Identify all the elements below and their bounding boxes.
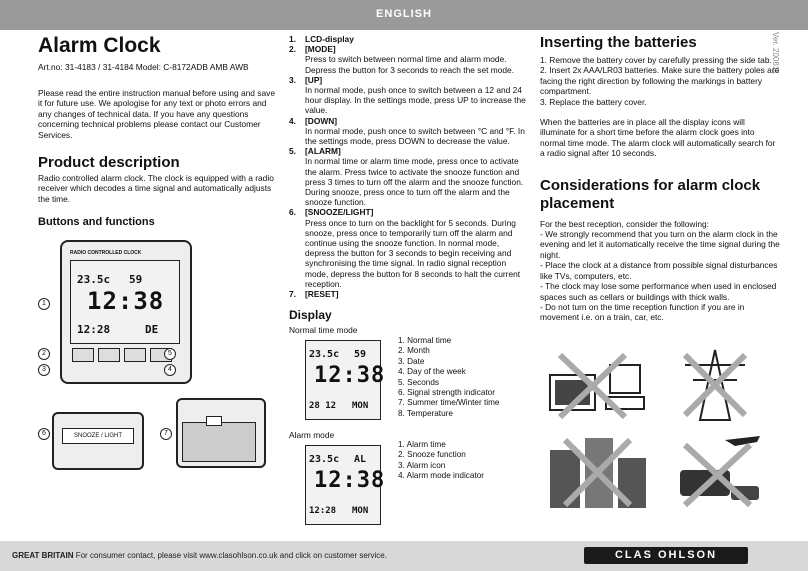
mode-button[interactable]	[72, 348, 94, 362]
normal-mode-legend	[398, 336, 499, 419]
product-heading: Product description	[38, 154, 180, 172]
placement-point: - Do not turn on the time reception function if you are in movement i.e. on a train, car, etc.	[540, 301, 745, 323]
language-label: ENGLISH	[376, 8, 432, 20]
left-column	[38, 34, 278, 228]
buttons-heading: Buttons and functions	[38, 216, 155, 229]
normal-lcd-seconds: 59	[354, 349, 367, 360]
legend-item: 5. Seconds	[398, 377, 439, 387]
alarm-mode-label: Alarm mode	[289, 430, 335, 440]
normal-lcd-day: MON	[352, 401, 369, 411]
placement-point: - We strongly recommend that you turn on the alarm clock in the evening and let it automatically receive the time signal during the night.	[540, 229, 780, 260]
placement-heading: Considerations for alarm clock placement	[540, 176, 761, 212]
function-item-4: 4. [DOWN] In normal mode, push once to switch between °C and °F. In the settings mode, press DOWN to decrease the value.	[289, 115, 525, 147]
lcd-bottom-time: 12:28	[77, 323, 111, 336]
lcd-temp: 23.5c	[77, 273, 111, 286]
lcd-day: DE	[145, 323, 159, 336]
intro-text: Please read the entire instruction manual before using and save it for future use. We apologise for any text or photo errors and any changes of technical data. If you have any questions concerning technical problems please contact our Customer Services.	[38, 88, 275, 140]
legend-item: 6. Signal strength indicator	[398, 388, 495, 398]
product-text: Radio controlled alarm clock. The clock is equipped with a radio receiver which decodes a time signal and automatically adjusts the time.	[38, 173, 274, 204]
footer-contact: For consumer contact, please visit www.clasohlson.co.uk and click on customer service.	[75, 551, 387, 560]
brand-logo: CLAS OHLSON	[584, 547, 748, 564]
article-number: Art.no: 31-4183 / 31-4184 Model: C-8172ADB AMB AWB	[38, 62, 249, 72]
callout-2: 2	[38, 348, 50, 360]
callout-7: 7	[160, 428, 172, 440]
normal-mode-label: Normal time mode	[289, 325, 358, 335]
alarm-lcd-date: 12:28	[309, 506, 337, 516]
normal-mode-lcd	[305, 340, 386, 420]
function-item-6: 6. [SNOOZE/LIGHT] Press once to turn on the backlight for 5 seconds. During snooze, press once to temporarily turn off the alarm and continue using the snooze function. In normal mode, depress the button for 3 seconds to begin receiving and synchronising the time signal. In radio signal reception mode, depress the button for 8 seconds to halt the current reception.	[289, 207, 521, 289]
placement-point: - Place the clock at a distance from possible signal disturbances like TVs, computers, etc.	[540, 260, 778, 281]
alarm-lcd-time: 12:38	[314, 468, 386, 493]
legend-item: 4. Day of the week	[398, 367, 466, 377]
function-item-1: 1. LCD-display	[289, 34, 354, 44]
page-title: Alarm Clock	[38, 34, 161, 57]
battery-compartment	[182, 422, 256, 462]
alarm-lcd-day: MON	[352, 506, 369, 516]
footer-bar	[0, 541, 808, 571]
batteries-note: When the batteries are in place all the display icons will illuminate for a short time before the alarm clock goes into normal time mode. The alarm clock will automatically search for a radio signal after 10 seconds.	[540, 117, 776, 159]
clock-lcd	[70, 260, 180, 344]
legend-item: 1. Normal time	[398, 336, 452, 345]
normal-lcd-temp: 23.5c	[309, 349, 340, 360]
function-item-3: 3. [UP] In normal mode, push once to switch between a 12 and 24 hour display. In the settings mode, press UP to increase the value.	[289, 74, 526, 116]
vehicles-illustration	[665, 430, 765, 510]
placement-point: - The clock may lose some performance when used in enclosed spaces such as cellars or buildings with thick walls.	[540, 281, 777, 302]
function-item-7: 7. [RESET]	[289, 289, 339, 300]
callout-5: 5	[164, 348, 176, 360]
legend-item: 4. Alarm mode indicator	[398, 471, 485, 481]
right-column	[540, 34, 780, 323]
buildings-illustration	[540, 430, 655, 510]
battery-step: 1. Remove the battery cover by carefully pressing the side tab.	[540, 55, 772, 65]
functions-list	[289, 34, 529, 299]
header-bar	[0, 0, 808, 30]
battery-step: 2. Insert 2x AAA/LR03 batteries. Make sure the battery poles are facing the right direction by following the markings in battery compartment.	[540, 65, 780, 97]
placement-intro: For the best reception, consider the following:	[540, 218, 709, 229]
legend-item: 2. Snooze function	[398, 450, 466, 460]
battery-step: 3. Replace the battery cover.	[540, 96, 647, 107]
power-line-illustration	[665, 345, 765, 425]
version-label: Ver. 200811	[771, 32, 780, 75]
alarm-lcd-temp: 23.5c	[309, 454, 340, 465]
middle-column	[289, 34, 529, 299]
snooze-light-bar[interactable]: SNOOZE / LIGHT	[62, 428, 134, 444]
function-item-2: 2. [MODE] Press to switch between normal time and alarm mode. Depress the button for 3 seconds to reach the set mode.	[289, 44, 515, 75]
footer-text	[12, 551, 387, 560]
alarm-mode-legend	[398, 440, 484, 482]
function-item-5: 5. [ALARM] In normal time or alarm time mode, press once to activate the alarm. Press twice to activate the snooze function and press 3 times to turn off the alarm and the snooze function. During snooze, press once to turn off the alarm and the snooze function.	[289, 146, 524, 208]
legend-item: 8. Temperature	[398, 408, 453, 418]
legend-item: 3. Alarm icon	[398, 460, 446, 470]
normal-lcd-time: 12:38	[314, 363, 386, 388]
clock-brand-label: RADIO CONTROLLED CLOCK	[70, 250, 142, 256]
callout-4: 4	[164, 364, 176, 376]
down-button[interactable]	[124, 348, 146, 362]
clock-back-illustration	[164, 392, 268, 470]
legend-item: 7. Summer time/Winter time	[398, 398, 500, 408]
clock-illustration	[42, 240, 262, 390]
alarm-mode-lcd	[305, 445, 386, 525]
callout-1: 1	[38, 298, 50, 310]
legend-item: 1. Alarm time	[398, 440, 446, 449]
normal-lcd-date: 28 12	[309, 401, 337, 411]
reset-button[interactable]	[206, 416, 222, 426]
clock-top-illustration	[42, 392, 142, 470]
up-button[interactable]	[98, 348, 120, 362]
legend-item: 3. Date	[398, 356, 425, 366]
display-heading: Display	[289, 308, 332, 322]
lcd-time: 12:38	[87, 287, 165, 315]
batteries-heading: Inserting the batteries	[540, 34, 697, 51]
alarm-lcd-al: AL	[354, 454, 367, 465]
tv-computer-illustration	[540, 345, 655, 425]
callout-3: 3	[38, 364, 50, 376]
callout-6: 6	[38, 428, 50, 440]
footer-country: GREAT BRITAIN	[12, 551, 74, 560]
lcd-seconds: 59	[129, 273, 143, 286]
legend-item: 2. Month	[398, 346, 430, 356]
